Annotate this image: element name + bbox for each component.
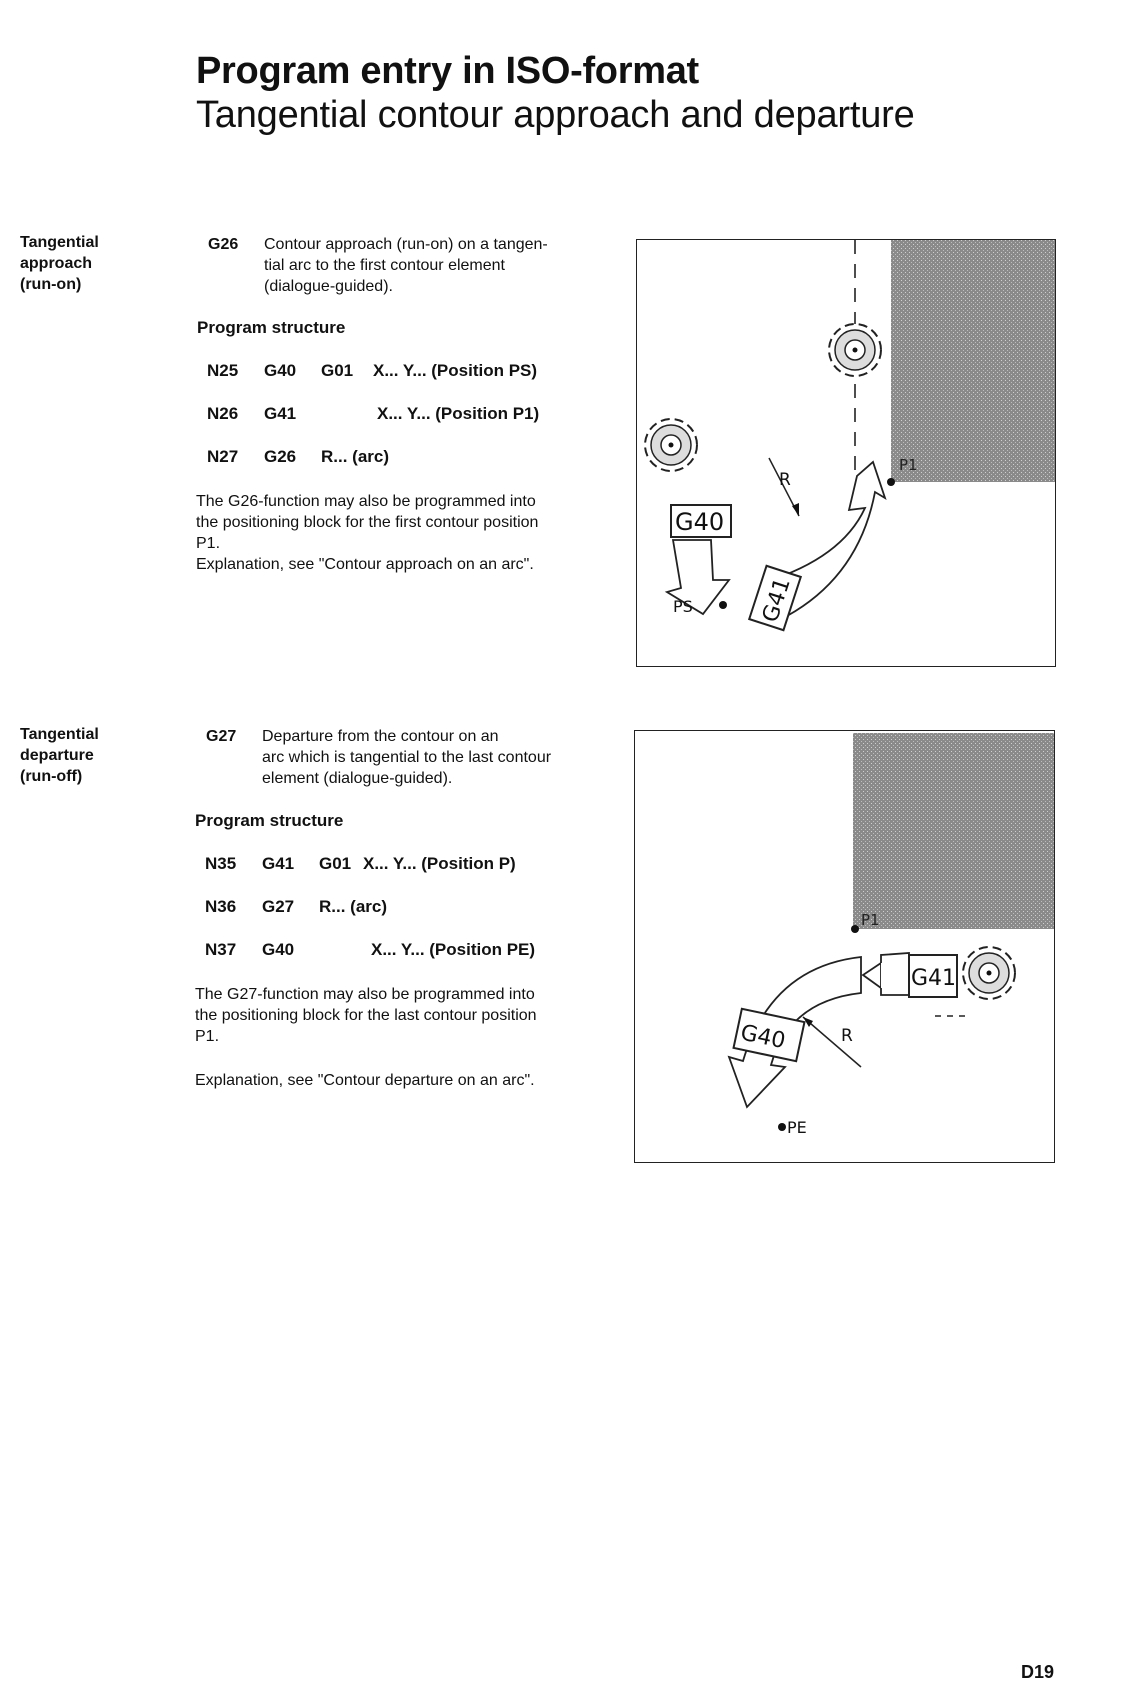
departure-diagram-svg xyxy=(635,731,1054,1162)
program-line: N27 G26 R... (arc) xyxy=(207,447,390,466)
program-line: N37 G40 X... Y... (Position PE) xyxy=(205,940,536,959)
cutter-right-icon xyxy=(963,947,1015,999)
departure-function xyxy=(206,726,626,792)
g41-label: G41 xyxy=(911,966,957,991)
p1-label: P1 xyxy=(899,456,918,474)
function-description: Contour approach (run-on) on a tangen- tial arc to the first contour element (dialogue-guided). xyxy=(264,236,548,295)
r-label: R xyxy=(779,470,791,490)
departure-diagram xyxy=(634,730,1055,1163)
g41-box xyxy=(749,566,801,630)
svg-text:G41: G41 xyxy=(758,574,796,626)
function-code: G26 xyxy=(208,236,239,253)
program-line: N26 G41 X... Y... (Position P1) xyxy=(207,404,540,423)
approach-note: The G26-function may also be programmed into the positioning block for the first contour position P1. Explanation, see "Contour approach on an arc". xyxy=(196,493,539,573)
page-subtitle: Tangential contour approach and departure xyxy=(196,94,915,136)
approach-side-label: Tangential approach (run-on) xyxy=(20,234,99,293)
page-title: Program entry in ISO-format xyxy=(196,50,699,92)
departure-arrow-head xyxy=(863,963,881,988)
workpiece xyxy=(853,733,1054,929)
departure-arrow-straight xyxy=(881,953,909,995)
program-line: N25 G40 G01 X... Y... (Position PS) xyxy=(207,361,538,380)
ps-label: PS xyxy=(673,597,693,616)
ps-point xyxy=(719,601,727,609)
departure-note: The G27-function may also be programmed into the positioning block for the last contour position P1. xyxy=(195,986,537,1045)
departure-explanation: Explanation, see "Contour departure on an arc". xyxy=(195,1072,535,1089)
pe-label: PE xyxy=(787,1118,807,1137)
pe-point xyxy=(778,1123,786,1131)
approach-diagram-svg xyxy=(637,240,1055,666)
p1-label: P1 xyxy=(861,911,880,929)
p1-point xyxy=(851,925,859,933)
g40-label: G40 xyxy=(675,508,725,536)
function-description: Departure from the contour on an arc which is tangential to the last contour element (dialogue-guided). xyxy=(262,728,552,787)
r-label: R xyxy=(841,1026,853,1046)
svg-text:G40: G40 xyxy=(738,1020,788,1055)
p1-point xyxy=(887,478,895,486)
program-line: N36 G27 R... (arc) xyxy=(205,897,388,916)
program-line: N35 G41 G01 X... Y... (Position P) xyxy=(205,854,516,873)
function-code: G27 xyxy=(206,728,237,745)
page-number: D19 xyxy=(1020,1662,1054,1682)
cutter-left-icon xyxy=(645,419,697,471)
departure-side-label: Tangential departure (run-off) xyxy=(20,726,99,785)
cutter-upper-icon xyxy=(829,324,881,376)
workpiece xyxy=(891,240,1055,482)
program-structure-heading: Program structure xyxy=(195,811,344,830)
approach-function xyxy=(208,234,628,300)
approach-diagram xyxy=(636,239,1056,667)
program-structure-heading: Program structure xyxy=(197,318,346,337)
